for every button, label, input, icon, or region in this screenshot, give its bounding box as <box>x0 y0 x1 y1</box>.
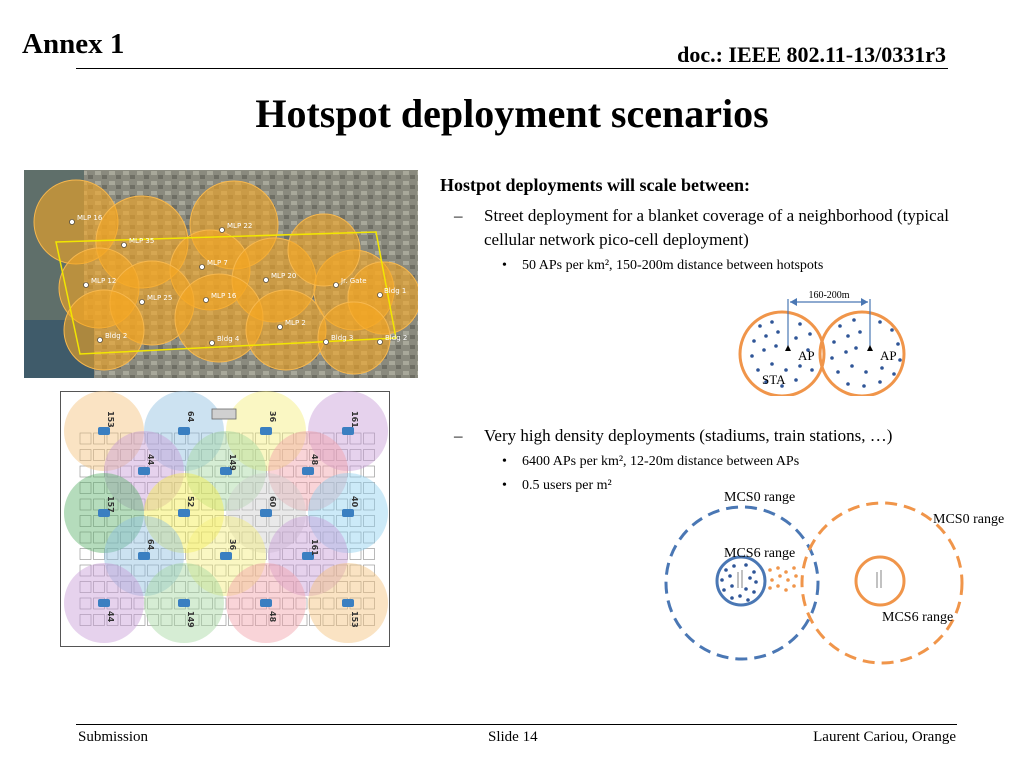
map-label: MLP 7 <box>207 259 228 267</box>
map-label: MLP 2 <box>285 319 306 327</box>
ap-channel-label: 36 <box>268 411 277 423</box>
map-label: Bldg 1 <box>384 287 407 295</box>
section-heading: Hostpot deployments will scale between: <box>440 175 750 195</box>
ap-channel-label: 153 <box>106 411 115 428</box>
mcs6-range-label: MCS6 range <box>724 546 796 561</box>
bullet-marker: • <box>502 454 507 469</box>
ap-label: AP <box>880 348 897 363</box>
ap-channel-label: 48 <box>268 611 277 623</box>
map-label: MLP 20 <box>271 272 297 280</box>
mcs0-range-label: MCS0 range <box>933 512 1005 527</box>
dense-deployment-sub-item <box>502 476 612 496</box>
ap-channel-label: 64 <box>186 411 195 423</box>
stadium-ap-layout <box>60 391 390 647</box>
ap-channel-label: 36 <box>228 539 237 551</box>
ap-channel-label: 40 <box>350 496 359 508</box>
mcs6-range-label: MCS6 range <box>882 610 954 625</box>
footer-divider <box>76 724 957 725</box>
ap-channel-label: 161 <box>310 539 319 556</box>
dash-marker: – <box>454 206 463 225</box>
map-label: MLP 22 <box>227 222 253 230</box>
ap-channel-label: 161 <box>350 411 359 428</box>
bullet-marker: • <box>502 258 507 273</box>
map-label: Jr. Gate <box>341 277 367 285</box>
mcs0-range-label: MCS0 range <box>724 490 796 505</box>
slide-title: Hotspot deployment scenarios <box>255 91 769 136</box>
ap-channel-label: 64 <box>146 539 155 551</box>
map-label: Bldg 2 <box>385 334 408 342</box>
mcs-range-diagram <box>660 488 1024 668</box>
ap-channel-label: 153 <box>350 611 359 628</box>
dense-deployment-sub-text: 6400 APs per km², 12-20m distance between APs <box>522 454 800 469</box>
map-label: MLP 16 <box>77 214 103 222</box>
ap-channel-label: 149 <box>228 454 237 471</box>
map-label: MLP 35 <box>129 237 155 245</box>
ap-channel-label: 157 <box>106 496 115 513</box>
ap-channel-label: 44 <box>106 611 115 623</box>
footer-submission: Submission <box>78 729 149 745</box>
street-deployment-sub-text: 50 APs per km², 150-200m distance between hotspots <box>522 258 824 273</box>
ap-channel-label: 48 <box>310 454 319 466</box>
street-cell-diagram <box>730 286 930 396</box>
dense-deployment-sub-item <box>502 452 800 472</box>
footer-author: Laurent Cariou, Orange <box>813 729 956 745</box>
dense-deployment-sub-text: 0.5 users per m² <box>522 478 612 493</box>
map-label: Bldg 2 <box>105 332 128 340</box>
distance-label: 160-200m <box>808 290 850 301</box>
dense-deployment-text: Very high density deployments (stadiums, train stations, …) <box>484 426 893 445</box>
dash-marker: – <box>454 426 463 445</box>
annex-label: Annex 1 <box>22 28 125 60</box>
document-id: doc.: IEEE 802.11-13/0331r3 <box>677 42 946 67</box>
street-deployment-sub-item <box>502 256 824 276</box>
map-label: Bldg 4 <box>217 335 240 343</box>
ap-channel-label: 149 <box>186 611 195 628</box>
ap-label: AP <box>798 348 815 363</box>
header-divider <box>76 68 948 69</box>
map-label: MLP 16 <box>211 292 237 300</box>
bullet-marker: • <box>502 478 507 493</box>
sta-label: STA <box>762 372 786 387</box>
ap-channel-label: 44 <box>146 454 155 466</box>
map-label: MLP 12 <box>91 277 117 285</box>
street-deployment-item <box>454 204 974 252</box>
street-deployment-text: Street deployment for a blanket coverage of a neighborhood (typical cellular network pico-cell deployment) <box>484 206 949 249</box>
ap-channel-label: 60 <box>268 496 277 508</box>
footer-slide-number: Slide 14 <box>488 729 538 745</box>
dense-deployment-item <box>454 424 984 448</box>
aerial-coverage-map <box>24 170 418 378</box>
map-label: MLP 25 <box>147 294 173 302</box>
map-label: Bldg 3 <box>331 334 354 342</box>
ap-channel-label: 52 <box>186 496 195 508</box>
